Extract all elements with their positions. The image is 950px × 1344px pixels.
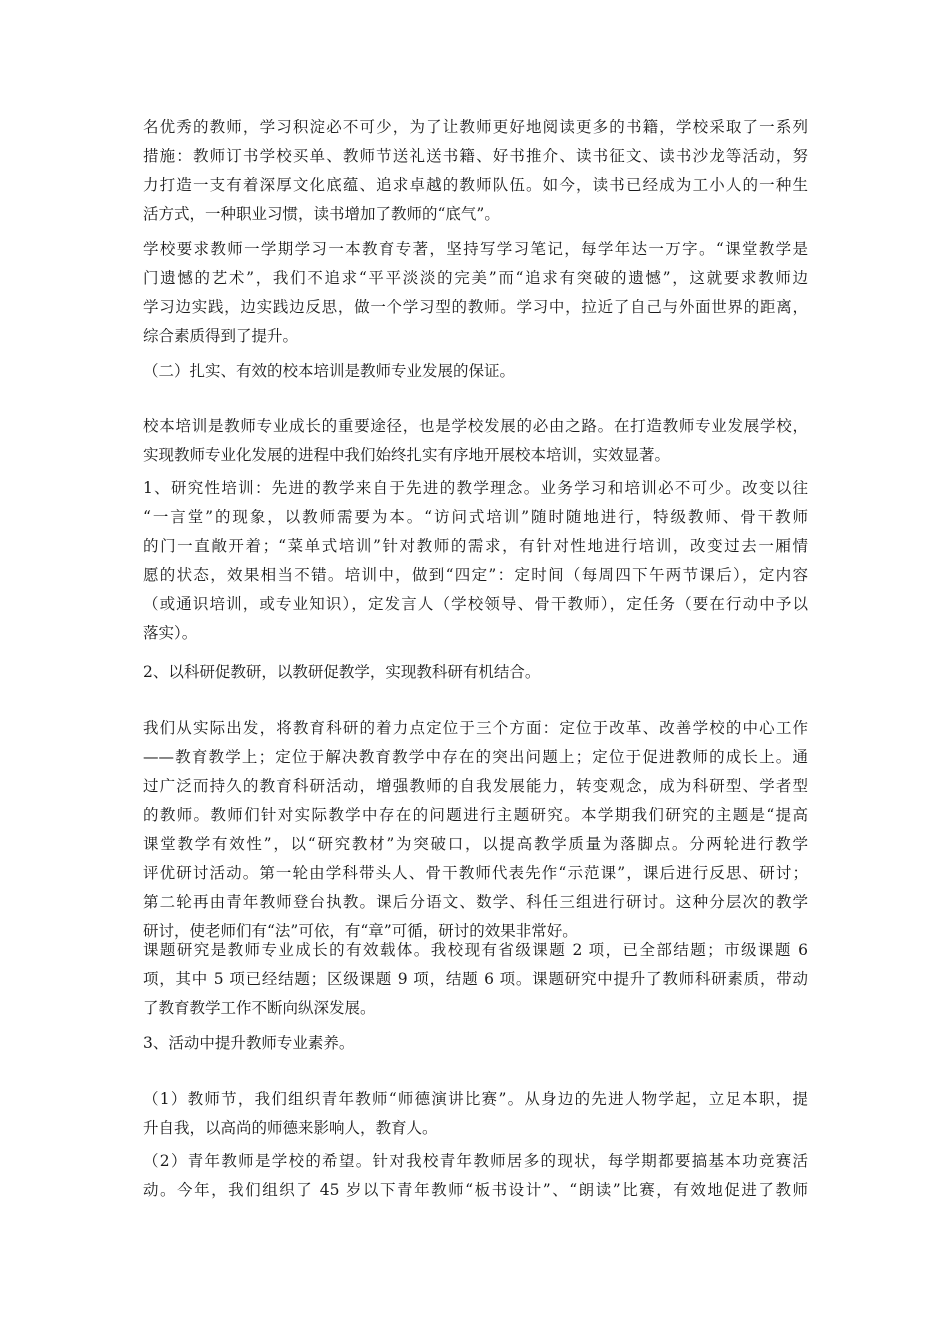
paragraph-young-teachers bbox=[143, 1147, 808, 1205]
text-line: 2、以科研促教研，以教研促教学，实现教科研有机结合。 bbox=[143, 663, 541, 681]
text-line: 了教育教学工作不断向纵深发展。 bbox=[143, 999, 376, 1017]
text-line: 愿的状态，效果相当不错。培训中，做到“四定”：定时间（每周四下午两节课后），定内容 bbox=[143, 566, 808, 584]
text-line: 的门一直敞开着；“菜单式培训”针对教师的需求，有针对性地进行培训，改变过去一厢情 bbox=[143, 537, 808, 555]
text-line: 第二轮再由青年教师登台执教。课后分语文、数学、科任三组进行研讨。这种分层次的教学 bbox=[143, 893, 808, 911]
text-line: 研讨，使老师们有“法”可依，有“章”可循，研讨的效果非常好。 bbox=[143, 922, 578, 940]
text-line: ——教育教学上；定位于解决教育教学中存在的突出问题上；定位于促进教师的成长上。通 bbox=[143, 748, 808, 766]
text-line: 1、研究性培训：先进的教学来自于先进的教学理念。业务学习和培训必不可少。改变以往 bbox=[143, 479, 808, 497]
text-line: 实现教师专业化发展的进程中我们始终扎实有序地开展校本培训，实效显著。 bbox=[143, 446, 671, 464]
text-line: 力打造一支有着深厚文化底蕴、追求卓越的教师队伍。如今，读书已经成为工小人的一种生 bbox=[143, 176, 808, 194]
text-line: （1）教师节，我们组织青年教师“师德演讲比赛”。从身边的先进人物学起，立足本职，提 bbox=[143, 1090, 808, 1108]
paragraph-teachers-day bbox=[143, 1085, 808, 1143]
text-line: 学校要求教师一学期学习一本教育专著，坚持写学习笔记，每学年达一万字。“课堂教学是 bbox=[143, 240, 808, 258]
section-heading-school-training bbox=[143, 357, 808, 386]
subheading-research-teaching bbox=[143, 658, 808, 687]
text-line: 评优研讨活动。第一轮由学科带头人、骨干教师代表先作“示范课”，课后进行反思、研讨； bbox=[143, 864, 808, 882]
text-line: 3、活动中提升教师专业素养。 bbox=[143, 1034, 355, 1052]
text-line: 我们从实际出发，将教育科研的着力点定位于三个方面：定位于改革、改善学校的中心工作 bbox=[143, 719, 808, 737]
text-line: 的教师。教师们针对实际教学中存在的问题进行主题研究。本学期我们研究的主题是“提高 bbox=[143, 806, 808, 824]
subheading-activities bbox=[143, 1029, 808, 1058]
text-line: 过广泛而持久的教育科研活动，增强教师的自我发展能力，转变观念，成为科研型、学者型 bbox=[143, 777, 808, 795]
text-line: 门遗憾的艺术”，我们不追求“平平淡淡的完美”而“追求有突破的遗憾”，这就要求教师边 bbox=[143, 269, 808, 287]
text-line: 活方式，一种职业习惯，读书增加了教师的“底气”。 bbox=[143, 205, 500, 223]
paragraph-reading-measures bbox=[143, 113, 808, 229]
text-line: 课堂教学有效性”，以“研究教材”为突破口，以提高教学质量为落脚点。分两轮进行教学 bbox=[143, 835, 808, 853]
paragraph-study-requirements bbox=[143, 235, 808, 351]
text-line: 升自我，以高尚的师德来影响人，教育人。 bbox=[143, 1119, 438, 1137]
paragraph-research-projects bbox=[143, 936, 808, 1023]
text-line: （2）青年教师是学校的希望。针对我校青年教师居多的现状，每学期都要搞基本功竞赛活 bbox=[143, 1152, 808, 1170]
text-line: 课题研究是教师专业成长的有效载体。我校现有省级课题 2 项，已全部结题；市级课题 6 bbox=[143, 941, 808, 959]
paragraph-research-training bbox=[143, 474, 808, 648]
paragraph-school-training bbox=[143, 412, 808, 470]
paragraph-research-focus bbox=[143, 714, 808, 946]
text-line: 落实）。 bbox=[143, 624, 198, 642]
text-line: 校本培训是教师专业成长的重要途径，也是学校发展的必由之路。在打造教师专业发展学校， bbox=[143, 417, 808, 435]
text-line: 学习边实践，边实践边反思，做一个学习型的教师。学习中，拉近了自己与外面世界的距离， bbox=[143, 298, 808, 316]
text-line: 综合素质得到了提升。 bbox=[143, 327, 299, 345]
text-line: 项，其中 5 项已经结题；区级课题 9 项，结题 6 项。课题研究中提升了教师科研素质，带动 bbox=[143, 970, 808, 988]
text-line: （二）扎实、有效的校本培训是教师专业发展的保证。 bbox=[143, 362, 516, 380]
text-line: “一言堂”的现象，以教师需要为本。“访问式培训”随时随地进行，特级教师、骨干教师 bbox=[143, 508, 808, 526]
text-line: （或通识培训，或专业知识），定发言人（学校领导、骨干教师），定任务（要在行动中予以 bbox=[143, 595, 808, 613]
text-line: 名优秀的教师，学习积淀必不可少，为了让教师更好地阅读更多的书籍，学校采取了一系列 bbox=[143, 118, 808, 136]
text-line: 动。今年，我们组织了 45 岁以下青年教师“板书设计”、“朗读”比赛，有效地促进了教师 bbox=[143, 1181, 808, 1199]
text-line: 措施：教师订书学校买单、教师节送礼送书籍、好书推介、读书征文、读书沙龙等活动，努 bbox=[143, 147, 808, 165]
